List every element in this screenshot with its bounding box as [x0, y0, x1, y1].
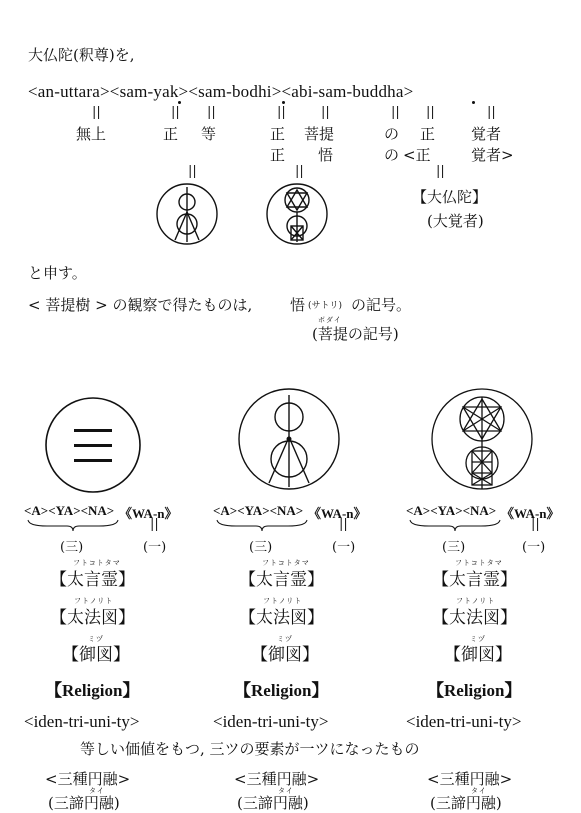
- daibutsuda-label: 【大仏陀】: [412, 188, 488, 206]
- three-label: (三): [249, 540, 273, 555]
- moushisu-text: と申す。: [28, 264, 87, 282]
- equals-mark: ||: [171, 105, 180, 120]
- one-label: (一): [332, 540, 356, 555]
- equals-mark: ||: [487, 105, 496, 120]
- word-sho-open: <正: [403, 146, 431, 164]
- star-lattice-circle-icon: [430, 387, 534, 491]
- diacritic-dot: [178, 101, 181, 104]
- word-sho: 正: [270, 146, 286, 164]
- ruby-norito: フトノリト: [263, 597, 303, 605]
- satori-tail: の記号。: [351, 296, 412, 314]
- ruby-norito: フトノリト: [456, 597, 496, 605]
- equals-mark: ||: [436, 164, 445, 179]
- diacritic-dot: [282, 101, 285, 104]
- equals-mark: ||: [277, 105, 286, 120]
- sanshu-label: <三種円融>: [45, 770, 131, 788]
- identity-label: <iden-tri-uni-ty>: [406, 712, 522, 731]
- ruby-mizu: ミヅ: [470, 635, 486, 643]
- mizu-label: 【御図】: [444, 645, 512, 665]
- mizu-label: 【御図】: [62, 645, 130, 665]
- small-seed-figure-icon: [155, 182, 219, 246]
- ruby-tai: タイ: [89, 787, 105, 795]
- mantra-aya-na: <A><YA><NA>: [406, 503, 497, 518]
- brace-under: [216, 518, 308, 532]
- futonorito-label: 【太法図】: [239, 608, 324, 628]
- seed-figure-circle-icon: [237, 387, 341, 491]
- brace-under: [409, 518, 501, 532]
- bodai-kigou-text: (菩提の記号): [312, 325, 399, 343]
- daikakusha-label: (大覚者): [427, 212, 484, 230]
- equals-mark: ||: [321, 105, 330, 120]
- identity-label: <iden-tri-uni-ty>: [24, 712, 140, 731]
- futonorito-label: 【太法図】: [432, 608, 517, 628]
- sanshu-label: <三種円融>: [427, 770, 513, 788]
- religion-label: 【Religion】: [234, 681, 329, 700]
- ruby-kotodama: フトコトタマ: [262, 559, 310, 567]
- bodaiju-text: < 菩提樹 > の観察で得たものは,: [28, 296, 253, 314]
- equals-mark: ||: [92, 105, 101, 120]
- religion-label: 【Religion】: [45, 681, 140, 700]
- equals-mark: ||: [531, 517, 540, 532]
- small-star-lattice-icon: [265, 182, 329, 246]
- summary-text: 等しい価値をもつ, 三ツの要素が一ツになったもの: [80, 740, 420, 758]
- word-sho: 正: [163, 125, 179, 143]
- word-to: 等: [201, 125, 217, 143]
- mantra-wan: 《WA-n》: [501, 506, 560, 521]
- trigram-circle-icon: [44, 396, 142, 494]
- word-mujo: 無上: [76, 125, 107, 143]
- one-label: (一): [522, 540, 546, 555]
- three-label: (三): [60, 540, 84, 555]
- equals-mark: ||: [150, 517, 159, 532]
- mantra-wan: 《WA-n》: [119, 506, 178, 521]
- equals-mark: ||: [426, 105, 435, 120]
- equals-mark: ||: [207, 105, 216, 120]
- word-sho: 正: [420, 125, 436, 143]
- ruby-mizu: ミヅ: [277, 635, 293, 643]
- equals-mark: ||: [295, 164, 304, 179]
- equals-mark: ||: [339, 517, 348, 532]
- futokotodama-label: 【太言霊】: [432, 570, 517, 590]
- mizu-label: 【御図】: [251, 645, 319, 665]
- mantra-aya-na: <A><YA><NA>: [213, 503, 304, 518]
- intro-line: 大仏陀(釈尊)を,: [28, 46, 135, 64]
- identity-label: <iden-tri-uni-ty>: [213, 712, 329, 731]
- ruby-mizu: ミヅ: [88, 635, 104, 643]
- ruby-bodai: ボダイ: [318, 316, 342, 324]
- futonorito-label: 【太法図】: [50, 608, 135, 628]
- word-kakusha-close: 覚者>: [471, 146, 514, 164]
- one-label: (一): [143, 540, 167, 555]
- equals-mark: ||: [391, 105, 400, 120]
- three-label: (三): [442, 540, 466, 555]
- brace-under: [27, 518, 119, 532]
- ruby-norito: フトノリト: [74, 597, 114, 605]
- word-kakusha: 覚者: [471, 125, 502, 143]
- religion-label: 【Religion】: [427, 681, 522, 700]
- word-go: 悟: [318, 146, 334, 164]
- sanshu-label: <三種円融>: [234, 770, 320, 788]
- sanskrit-line: <an-uttara><sam-yak><sam-bodhi><abi-sam-buddha>: [28, 82, 414, 101]
- ruby-tai: タイ: [278, 787, 294, 795]
- diacritic-dot: [472, 101, 475, 104]
- futokotodama-label: 【太言霊】: [50, 570, 135, 590]
- word-bodai: 菩提: [304, 125, 335, 143]
- word-no: の: [384, 125, 400, 143]
- ruby-tai: タイ: [471, 787, 487, 795]
- mantra-wan: 《WA-n》: [308, 506, 367, 521]
- word-no: の: [384, 146, 400, 164]
- satori-kanji: 悟: [290, 296, 306, 314]
- futokotodama-label: 【太言霊】: [239, 570, 324, 590]
- mantra-aya-na: <A><YA><NA>: [24, 503, 115, 518]
- santai-label: (三諦円融): [48, 794, 120, 812]
- santai-label: (三諦円融): [237, 794, 309, 812]
- equals-mark: ||: [188, 164, 197, 179]
- satori-reading: (サトリ): [308, 301, 343, 311]
- santai-label: (三諦円融): [430, 794, 502, 812]
- ruby-kotodama: フトコトタマ: [455, 559, 503, 567]
- ruby-kotodama: フトコトタマ: [73, 559, 121, 567]
- word-sho: 正: [270, 125, 286, 143]
